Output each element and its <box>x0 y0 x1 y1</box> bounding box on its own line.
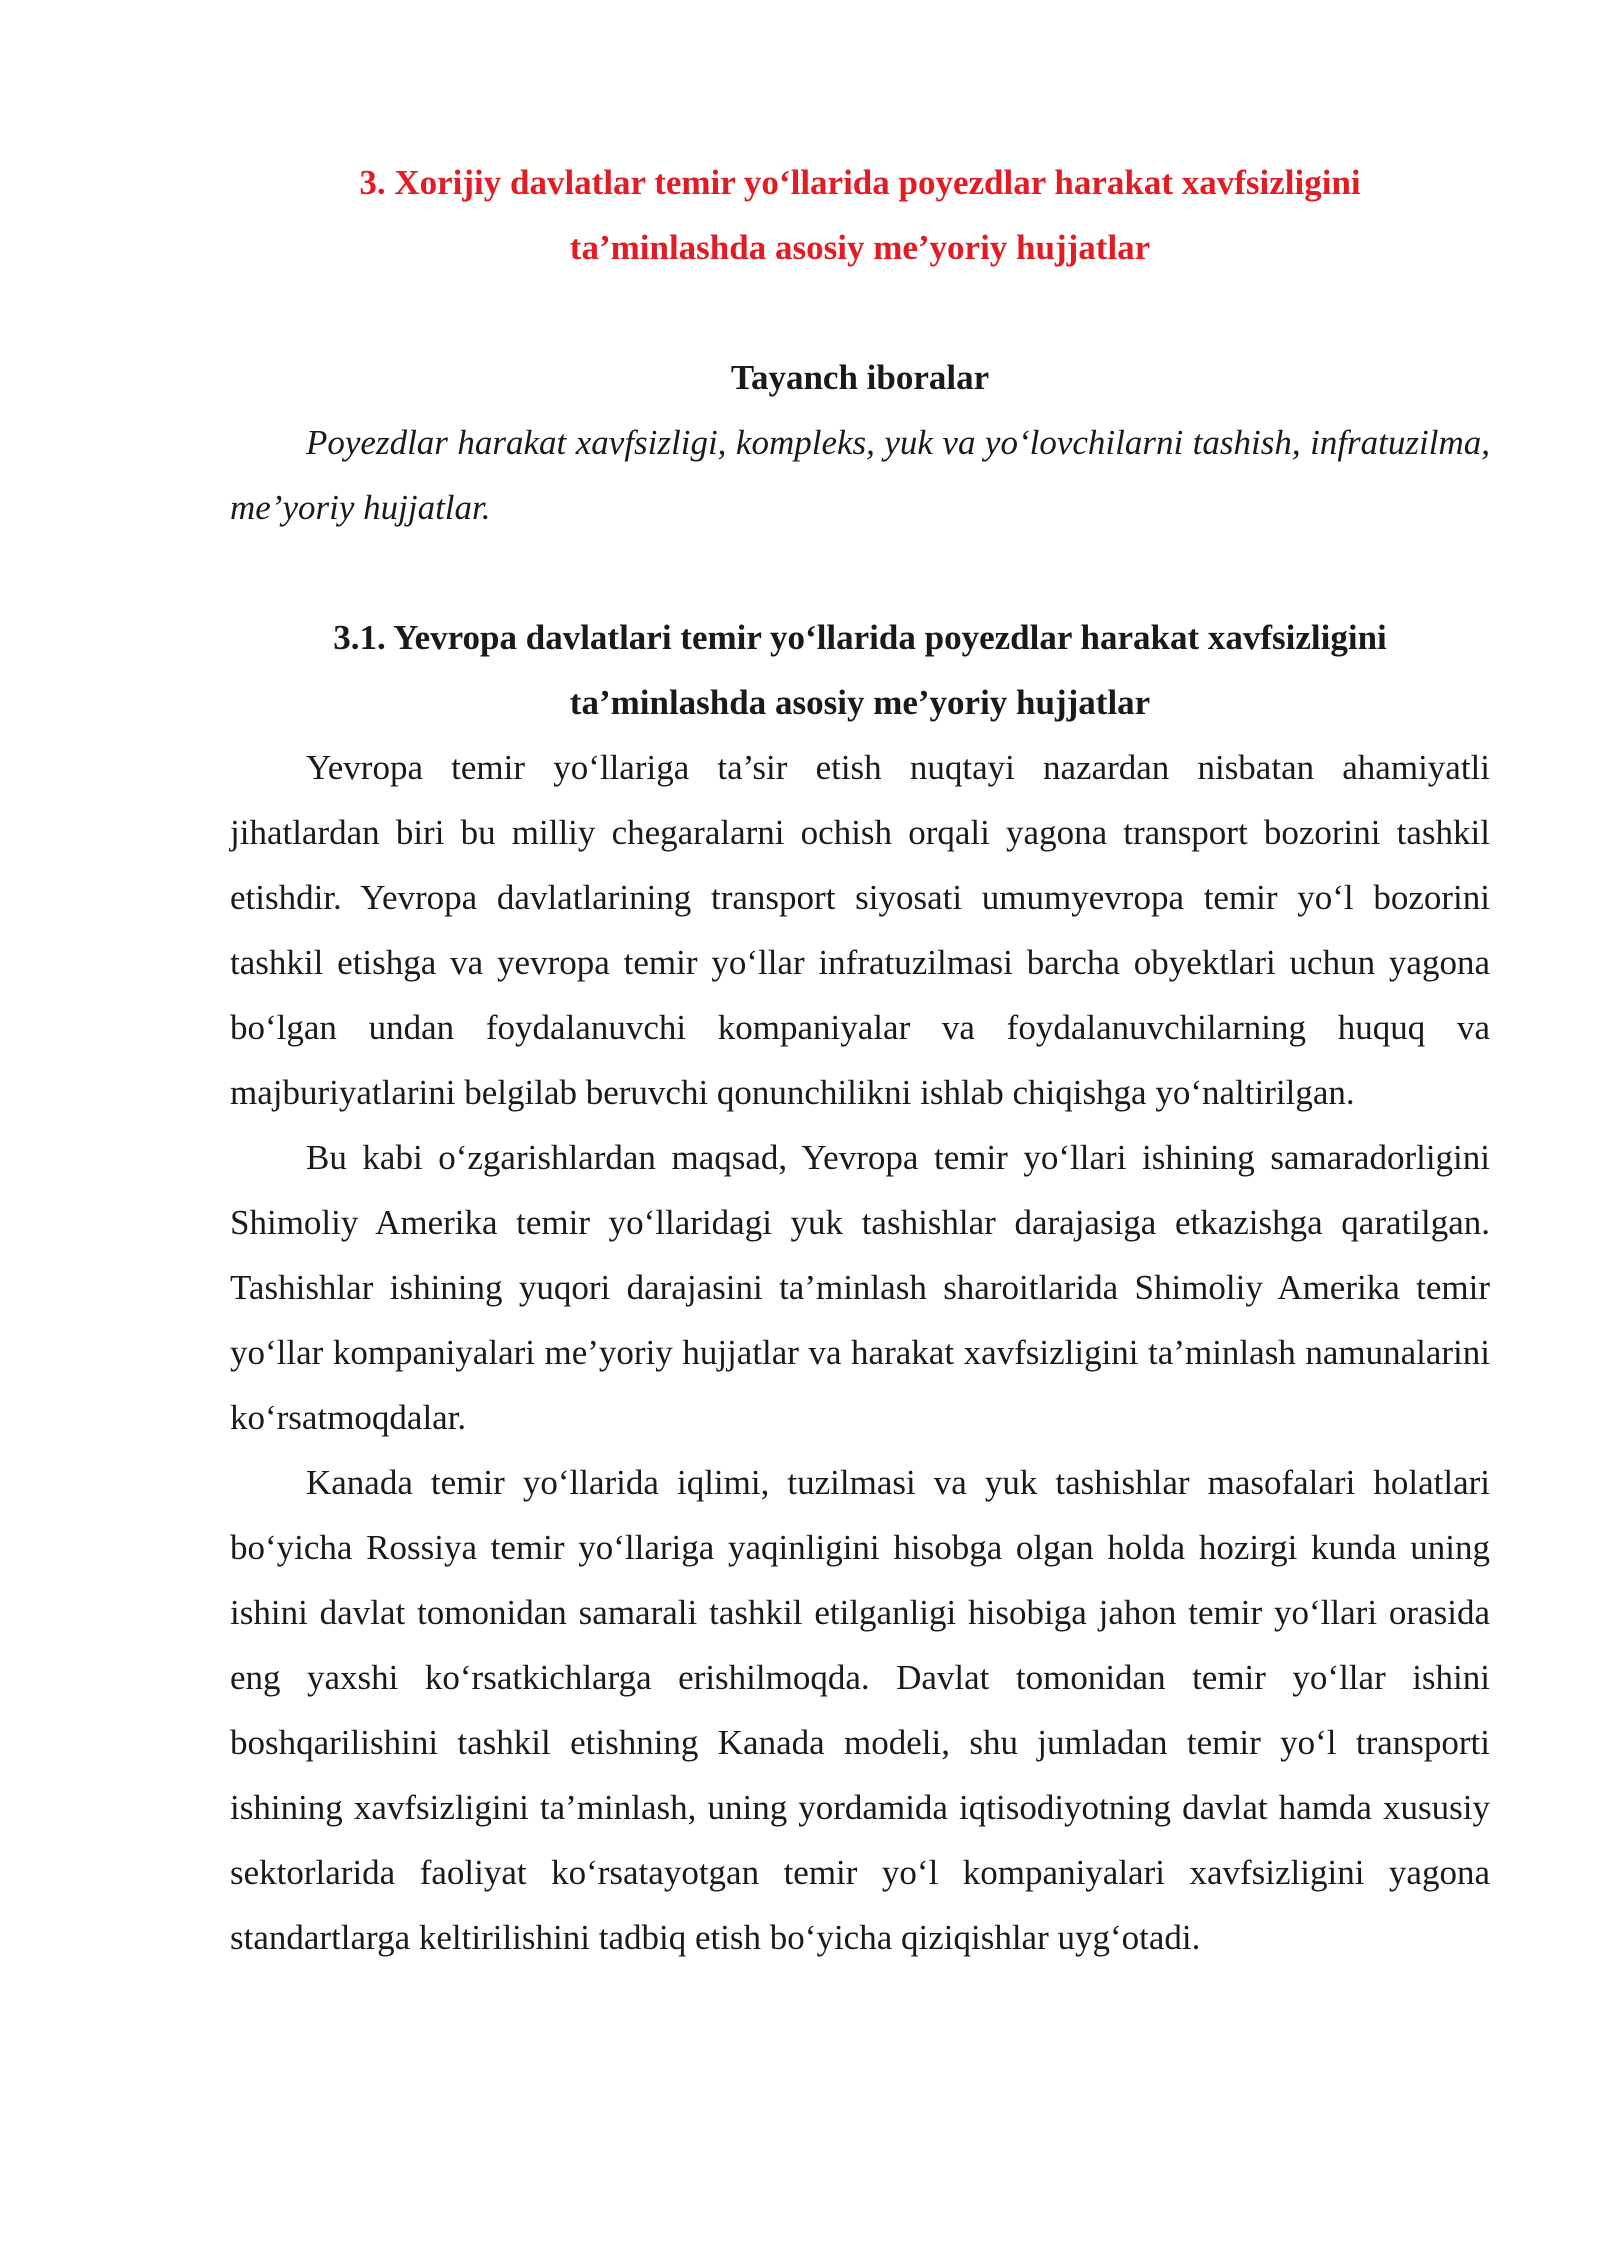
keywords-text: Poyezdlar harakat xavfsizligi, kompleks, yuk va yo‘lovchilarni tashish, infratuzilma, me’yoriy hujjatlar. <box>230 423 1490 527</box>
section-title-line-2: ta’minlashda asosiy me’yoriy hujjatlar <box>569 683 1151 722</box>
body-paragraph-3: Kanada temir yo‘llarida iqlimi, tuzilmasi va yuk tashishlar masofalari holatlari bo‘yicha Rossiya temir yo‘llariga yaqinligini hisobga olgan holda hozirgi kunda uning ishini davlat tomonidan samarali tashkil etilganligi hisobiga jahon temir yo‘llari orasida eng yaxshi ko‘rsatkichlarga erishilmoqda. Davlat tomonidan temir yo‘llar ishini boshqarilishini tashkil etishning Kanada modeli, shu jumladan temir yo‘l transporti ishining xavfsizligini ta’minlash, uning yordamida iqtisodiyotning davlat hamda xususiy sektorlarida faoliyat ko‘rsatayotgan temir yo‘l kompaniyalari xavfsizligini yagona standartlarga keltirilishini tadbiq etish bo‘yicha qiziqishlar uyg‘otadi. <box>230 1463 1490 1957</box>
chapter-title-line-2: ta’minlashda asosiy me’yoriy hujjatlar <box>569 228 1151 267</box>
section-title <box>230 605 1490 735</box>
chapter-title-line-1: 3. Xorijiy davlatlar temir yo‘llarida poyezdlar harakat xavfsizligini <box>359 163 1361 202</box>
chapter-title <box>230 150 1490 280</box>
document-page <box>230 150 1490 1970</box>
body-paragraph-2: Bu kabi o‘zgarishlardan maqsad, Yevropa temir yo‘llari ishining samaradorligini Shimoliy Amerika temir yo‘llaridagi yuk tashishlar darajasiga etkazishga qaratilgan. Tashishlar ishining yuqori darajasini ta’minlash sharoitlarida Shimoliy Amerika temir yo‘llar kompaniyalari me’yoriy hujjatlar va harakat xavfsizligini ta’minlash namunalarini ko‘rsatmoqdalar. <box>230 1138 1490 1437</box>
body-paragraph-1: Yevropa temir yo‘llariga ta’sir etish nuqtayi nazardan nisbatan ahamiyatli jihatlardan biri bu milliy chegaralarni ochish orqali yagona transport bozorini tashkil etishdir. Yevropa davlatlarining transport siyosati umumyevropa temir yo‘l bozorini tashkil etishga va yevropa temir yo‘llar infratuzilmasi barcha obyektlari uchun yagona bo‘lgan undan foydalanuvchi kompaniyalar va foydalanuvchilarning huquq va majburiyatlarini belgilab beruvchi qonunchilikni ishlab chiqishga yo‘naltirilgan. <box>230 748 1490 1112</box>
keywords-heading: Tayanch iboralar <box>730 358 990 397</box>
section-title-line-1: 3.1. Yevropa davlatlari temir yo‘llarida poyezdlar harakat xavfsizligini <box>333 618 1387 657</box>
